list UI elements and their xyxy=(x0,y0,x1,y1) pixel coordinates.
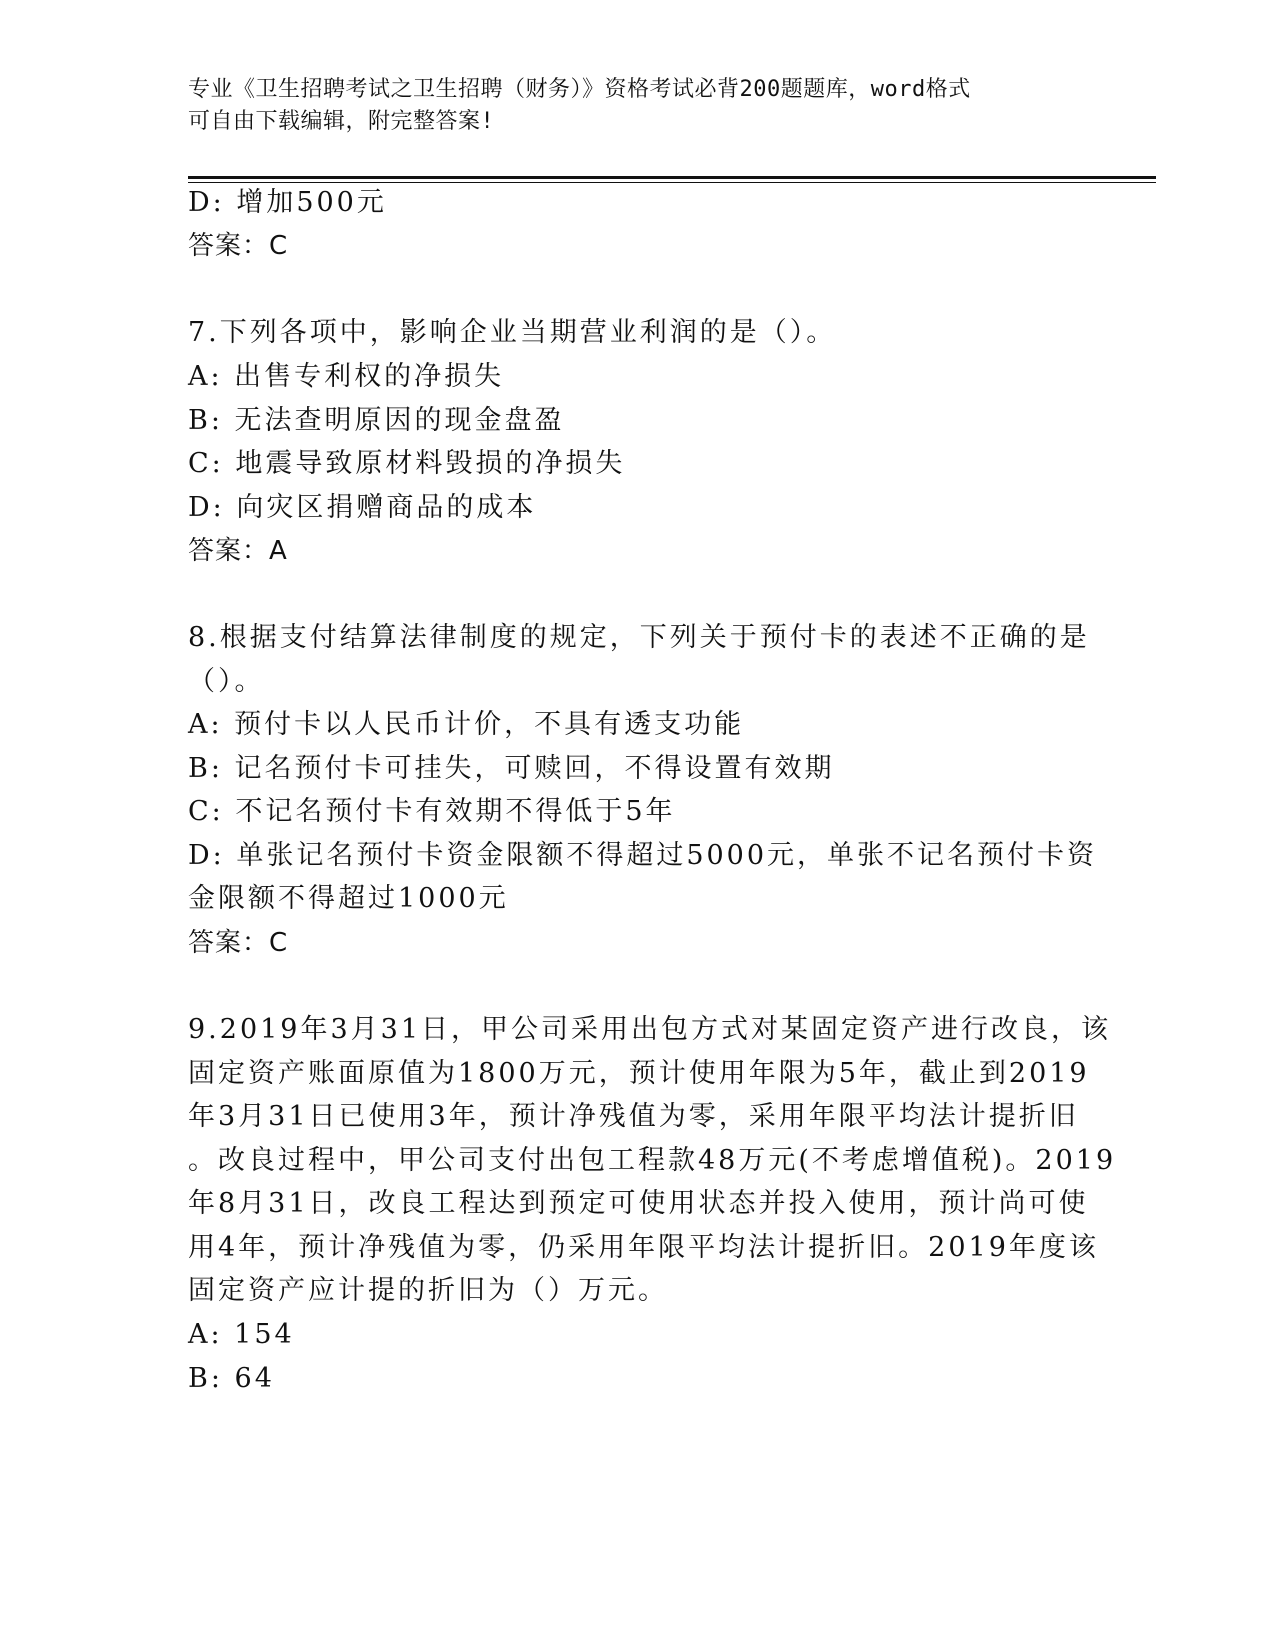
q7-stem: 7.下列各项中，影响企业当期营业利润的是（）。 xyxy=(188,317,837,348)
q9-stem-line-7: 固定资产应计提的折旧为（）万元。 xyxy=(188,1275,668,1306)
q8-option-d-line-1: D: 单张记名预付卡资金限额不得超过5000元，单张不记名预付卡资 xyxy=(188,840,1098,871)
q7-answer: 答案：A xyxy=(188,536,288,566)
q9-stem-line-5: 年8月31日，改良工程达到预定可使用状态并投入使用，预计尚可使 xyxy=(188,1188,1089,1219)
q9-stem-line-3: 年3月31日已使用3年，预计净残值为零，采用年限平均法计提折旧 xyxy=(188,1101,1079,1132)
q8-option-d-line-2: 金限额不得超过1000元 xyxy=(188,883,509,914)
q9-stem-line-6: 用4年，预计净残值为零，仍采用年限平均法计提折旧。2019年度该 xyxy=(188,1232,1099,1263)
q8-option-c: C: 不记名预付卡有效期不得低于5年 xyxy=(188,796,676,827)
q7-option-a: A: 出售专利权的净损失 xyxy=(188,361,505,392)
document-header xyxy=(188,74,1068,138)
header-title-line-1: 专业《卫生招聘考试之卫生招聘（财务）》资格考试必背200题题库，word格式 xyxy=(188,77,971,102)
q8-stem-line-1: 8.根据支付结算法律制度的规定，下列关于预付卡的表述不正确的是 xyxy=(188,622,1090,653)
q9-stem-line-4: 。改良过程中，甲公司支付出包工程款48万元(不考虑增值税)。2019 xyxy=(188,1145,1117,1176)
header-divider-thick xyxy=(188,176,1156,179)
q9-stem-line-1: 9.2019年3月31日，甲公司采用出包方式对某固定资产进行改良，该 xyxy=(188,1014,1112,1045)
q8-option-b: B: 记名预付卡可挂失，可赎回，不得设置有效期 xyxy=(188,753,835,784)
q9-option-a: A: 154 xyxy=(188,1319,295,1350)
q9-stem-line-2: 固定资产账面原值为1800万元，预计使用年限为5年，截止到2019 xyxy=(188,1058,1090,1089)
q8-stem-line-2: （）。 xyxy=(188,666,265,697)
header-divider-thin xyxy=(188,182,1156,183)
q7-option-b: B: 无法查明原因的现金盘盈 xyxy=(188,405,565,436)
q7-option-c: C: 地震导致原材料毁损的净损失 xyxy=(188,448,626,479)
q9-option-b: B: 64 xyxy=(188,1363,275,1394)
header-title-line-2: 可自由下载编辑，附完整答案! xyxy=(188,109,495,134)
q7-option-d: D: 向灾区捐赠商品的成本 xyxy=(188,492,537,523)
q8-option-a: A: 预付卡以人民币计价，不具有透支功能 xyxy=(188,709,745,740)
prev-question-option-d: D: 增加500元 xyxy=(188,187,387,218)
prev-question-answer: 答案：C xyxy=(188,231,289,261)
q8-answer: 答案：C xyxy=(188,928,289,958)
